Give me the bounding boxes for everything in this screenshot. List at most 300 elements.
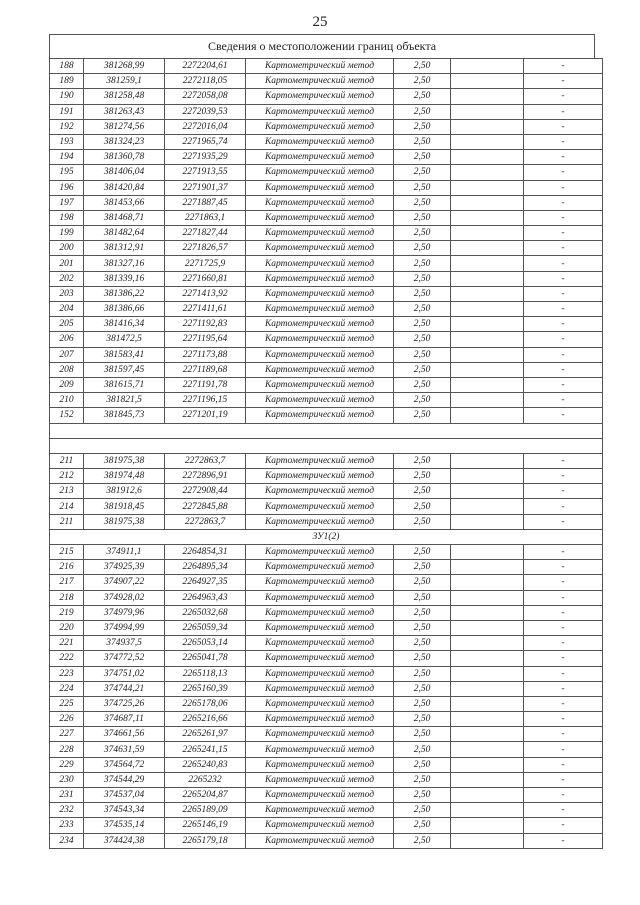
empty-cell <box>451 89 524 104</box>
y-coordinate-cell: 2264895,34 <box>165 560 246 575</box>
x-coordinate-cell: 381327,16 <box>84 256 165 271</box>
point-number-cell: 200 <box>50 241 84 256</box>
section-heading: ЗУ1(2) <box>50 529 603 544</box>
method-cell: Картометрический метод <box>246 575 394 590</box>
table-row <box>50 818 603 833</box>
point-number-cell: 213 <box>50 484 84 499</box>
empty-cell <box>451 788 524 803</box>
point-number-cell: 194 <box>50 150 84 165</box>
x-coordinate-cell: 381259,1 <box>84 74 165 89</box>
point-number-cell: 209 <box>50 377 84 392</box>
description-cell: - <box>524 89 603 104</box>
point-number-cell: 210 <box>50 393 84 408</box>
method-cell: Картометрический метод <box>246 165 394 180</box>
method-cell: Картометрический метод <box>246 818 394 833</box>
description-cell: - <box>524 362 603 377</box>
method-cell: Картометрический метод <box>246 681 394 696</box>
empty-cell <box>451 453 524 468</box>
x-coordinate-cell: 381263,43 <box>84 104 165 119</box>
boundary-sheet <box>49 34 595 849</box>
x-coordinate-cell: 381324,23 <box>84 134 165 149</box>
description-cell: - <box>524 469 603 484</box>
description-cell: - <box>524 681 603 696</box>
method-cell: Картометрический метод <box>246 833 394 848</box>
method-cell: Картометрический метод <box>246 469 394 484</box>
accuracy-cell: 2,50 <box>394 575 451 590</box>
description-cell: - <box>524 195 603 210</box>
table-row <box>50 696 603 711</box>
accuracy-cell: 2,50 <box>394 362 451 377</box>
point-number-cell: 211 <box>50 514 84 529</box>
x-coordinate-cell: 381482,64 <box>84 226 165 241</box>
y-coordinate-cell: 2272896,91 <box>165 469 246 484</box>
empty-cell <box>451 772 524 787</box>
y-coordinate-cell: 2272039,53 <box>165 104 246 119</box>
x-coordinate-cell: 381386,66 <box>84 302 165 317</box>
method-cell: Картометрический метод <box>246 332 394 347</box>
description-cell: - <box>524 803 603 818</box>
accuracy-cell: 2,50 <box>394 560 451 575</box>
description-cell: - <box>524 332 603 347</box>
accuracy-cell: 2,50 <box>394 499 451 514</box>
table-row <box>50 757 603 772</box>
y-coordinate-cell: 2271196,15 <box>165 393 246 408</box>
table-row <box>50 833 603 848</box>
method-cell: Картометрический метод <box>246 742 394 757</box>
x-coordinate-cell: 381918,45 <box>84 499 165 514</box>
empty-cell <box>451 560 524 575</box>
y-coordinate-cell: 2265041,78 <box>165 651 246 666</box>
empty-cell <box>451 681 524 696</box>
point-number-cell: 195 <box>50 165 84 180</box>
x-coordinate-cell: 381615,71 <box>84 377 165 392</box>
accuracy-cell: 2,50 <box>394 484 451 499</box>
accuracy-cell: 2,50 <box>394 377 451 392</box>
y-coordinate-cell: 2265232 <box>165 772 246 787</box>
method-cell: Картометрический метод <box>246 484 394 499</box>
accuracy-cell: 2,50 <box>394 651 451 666</box>
description-cell: - <box>524 727 603 742</box>
accuracy-cell: 2,50 <box>394 727 451 742</box>
x-coordinate-cell: 374631,59 <box>84 742 165 757</box>
point-number-cell: 227 <box>50 727 84 742</box>
empty-cell <box>451 651 524 666</box>
y-coordinate-cell: 2271913,55 <box>165 165 246 180</box>
table-row <box>50 545 603 560</box>
empty-cell <box>451 727 524 742</box>
description-cell: - <box>524 210 603 225</box>
point-number-cell: 188 <box>50 59 84 74</box>
method-cell: Картометрический метод <box>246 59 394 74</box>
point-number-cell: 207 <box>50 347 84 362</box>
accuracy-cell: 2,50 <box>394 605 451 620</box>
point-number-cell: 216 <box>50 560 84 575</box>
blank-row <box>50 423 603 438</box>
y-coordinate-cell: 2271173,88 <box>165 347 246 362</box>
method-cell: Картометрический метод <box>246 210 394 225</box>
description-cell: - <box>524 818 603 833</box>
y-coordinate-cell: 2272863,7 <box>165 453 246 468</box>
method-cell: Картометрический метод <box>246 302 394 317</box>
empty-cell <box>451 499 524 514</box>
accuracy-cell: 2,50 <box>394 180 451 195</box>
table-row <box>50 803 603 818</box>
method-cell: Картометрический метод <box>246 393 394 408</box>
x-coordinate-cell: 381472,5 <box>84 332 165 347</box>
table-title: Сведения о местоположении границ объекта <box>49 34 595 58</box>
x-coordinate-cell: 374424,38 <box>84 833 165 848</box>
point-number-cell: 228 <box>50 742 84 757</box>
accuracy-cell: 2,50 <box>394 514 451 529</box>
accuracy-cell: 2,50 <box>394 134 451 149</box>
point-number-cell: 211 <box>50 453 84 468</box>
table-row <box>50 317 603 332</box>
point-number-cell: 233 <box>50 818 84 833</box>
empty-cell <box>451 195 524 210</box>
table-row <box>50 453 603 468</box>
point-number-cell: 221 <box>50 636 84 651</box>
accuracy-cell: 2,50 <box>394 757 451 772</box>
method-cell: Картометрический метод <box>246 499 394 514</box>
description-cell: - <box>524 104 603 119</box>
point-number-cell: 193 <box>50 134 84 149</box>
point-number-cell: 231 <box>50 788 84 803</box>
x-coordinate-cell: 381274,56 <box>84 119 165 134</box>
point-number-cell: 229 <box>50 757 84 772</box>
method-cell: Картометрический метод <box>246 590 394 605</box>
description-cell: - <box>524 226 603 241</box>
method-cell: Картометрический метод <box>246 134 394 149</box>
point-number-cell: 225 <box>50 696 84 711</box>
description-cell: - <box>524 302 603 317</box>
point-number-cell: 203 <box>50 286 84 301</box>
y-coordinate-cell: 2271965,74 <box>165 134 246 149</box>
description-cell: - <box>524 560 603 575</box>
description-cell: - <box>524 742 603 757</box>
empty-cell <box>451 59 524 74</box>
table-row <box>50 712 603 727</box>
empty-cell <box>451 696 524 711</box>
x-coordinate-cell: 381468,71 <box>84 210 165 225</box>
accuracy-cell: 2,50 <box>394 165 451 180</box>
x-coordinate-cell: 381453,66 <box>84 195 165 210</box>
y-coordinate-cell: 2272845,88 <box>165 499 246 514</box>
point-number-cell: 226 <box>50 712 84 727</box>
description-cell: - <box>524 150 603 165</box>
description-cell: - <box>524 575 603 590</box>
table-row <box>50 560 603 575</box>
y-coordinate-cell: 2271935,29 <box>165 150 246 165</box>
x-coordinate-cell: 381258,48 <box>84 89 165 104</box>
empty-cell <box>451 256 524 271</box>
table-row <box>50 332 603 347</box>
accuracy-cell: 2,50 <box>394 150 451 165</box>
description-cell: - <box>524 833 603 848</box>
table-row <box>50 590 603 605</box>
accuracy-cell: 2,50 <box>394 408 451 423</box>
point-number-cell: 218 <box>50 590 84 605</box>
table-row <box>50 742 603 757</box>
empty-cell <box>451 119 524 134</box>
method-cell: Картометрический метод <box>246 620 394 635</box>
empty-cell <box>451 757 524 772</box>
table-row <box>50 514 603 529</box>
accuracy-cell: 2,50 <box>394 742 451 757</box>
x-coordinate-cell: 374925,39 <box>84 560 165 575</box>
table-row <box>50 195 603 210</box>
empty-cell <box>451 620 524 635</box>
page-number: 25 <box>312 14 328 30</box>
empty-cell <box>451 818 524 833</box>
method-cell: Картометрический метод <box>246 636 394 651</box>
y-coordinate-cell: 2265053,14 <box>165 636 246 651</box>
empty-cell <box>451 377 524 392</box>
description-cell: - <box>524 256 603 271</box>
accuracy-cell: 2,50 <box>394 210 451 225</box>
empty-cell <box>451 605 524 620</box>
point-number-cell: 224 <box>50 681 84 696</box>
method-cell: Картометрический метод <box>246 241 394 256</box>
blank-row <box>50 438 603 453</box>
method-cell: Картометрический метод <box>246 226 394 241</box>
description-cell: - <box>524 666 603 681</box>
empty-cell <box>451 271 524 286</box>
accuracy-cell: 2,50 <box>394 271 451 286</box>
empty-cell <box>451 514 524 529</box>
point-number-cell: 191 <box>50 104 84 119</box>
table-row <box>50 377 603 392</box>
point-number-cell: 196 <box>50 180 84 195</box>
description-cell: - <box>524 484 603 499</box>
x-coordinate-cell: 381268,99 <box>84 59 165 74</box>
point-number-cell: 198 <box>50 210 84 225</box>
y-coordinate-cell: 2265118,13 <box>165 666 246 681</box>
point-number-cell: 214 <box>50 499 84 514</box>
y-coordinate-cell: 2271863,1 <box>165 210 246 225</box>
x-coordinate-cell: 381975,38 <box>84 514 165 529</box>
accuracy-cell: 2,50 <box>394 226 451 241</box>
description-cell: - <box>524 241 603 256</box>
empty-cell <box>451 712 524 727</box>
empty-cell <box>451 347 524 362</box>
description-cell: - <box>524 636 603 651</box>
accuracy-cell: 2,50 <box>394 89 451 104</box>
x-coordinate-cell: 381312,91 <box>84 241 165 256</box>
table-row <box>50 210 603 225</box>
x-coordinate-cell: 374751,02 <box>84 666 165 681</box>
empty-cell <box>451 286 524 301</box>
blank-cell <box>50 423 603 438</box>
y-coordinate-cell: 2272204,61 <box>165 59 246 74</box>
y-coordinate-cell: 2265160,39 <box>165 681 246 696</box>
description-cell: - <box>524 377 603 392</box>
empty-cell <box>451 165 524 180</box>
table-row <box>50 681 603 696</box>
table-row <box>50 620 603 635</box>
point-number-cell: 197 <box>50 195 84 210</box>
point-number-cell: 212 <box>50 469 84 484</box>
accuracy-cell: 2,50 <box>394 241 451 256</box>
y-coordinate-cell: 2265216,66 <box>165 712 246 727</box>
point-number-cell: 201 <box>50 256 84 271</box>
y-coordinate-cell: 2265059,34 <box>165 620 246 635</box>
description-cell: - <box>524 59 603 74</box>
y-coordinate-cell: 2265189,09 <box>165 803 246 818</box>
empty-cell <box>451 104 524 119</box>
empty-cell <box>451 74 524 89</box>
table-row <box>50 727 603 742</box>
point-number-cell: 199 <box>50 226 84 241</box>
method-cell: Картометрический метод <box>246 560 394 575</box>
description-cell: - <box>524 286 603 301</box>
table-row <box>50 772 603 787</box>
accuracy-cell: 2,50 <box>394 803 451 818</box>
accuracy-cell: 2,50 <box>394 104 451 119</box>
table-row <box>50 469 603 484</box>
x-coordinate-cell: 374564,72 <box>84 757 165 772</box>
description-cell: - <box>524 317 603 332</box>
table-row <box>50 347 603 362</box>
accuracy-cell: 2,50 <box>394 788 451 803</box>
x-coordinate-cell: 381974,48 <box>84 469 165 484</box>
empty-cell <box>451 833 524 848</box>
y-coordinate-cell: 2272118,05 <box>165 74 246 89</box>
point-number-cell: 205 <box>50 317 84 332</box>
x-coordinate-cell: 374661,56 <box>84 727 165 742</box>
method-cell: Картометрический метод <box>246 545 394 560</box>
description-cell: - <box>524 408 603 423</box>
description-cell: - <box>524 514 603 529</box>
x-coordinate-cell: 381597,45 <box>84 362 165 377</box>
y-coordinate-cell: 2265241,15 <box>165 742 246 757</box>
method-cell: Картометрический метод <box>246 119 394 134</box>
x-coordinate-cell: 381845,73 <box>84 408 165 423</box>
description-cell: - <box>524 757 603 772</box>
accuracy-cell: 2,50 <box>394 74 451 89</box>
accuracy-cell: 2,50 <box>394 195 451 210</box>
table-row <box>50 134 603 149</box>
x-coordinate-cell: 374937,5 <box>84 636 165 651</box>
y-coordinate-cell: 2271411,61 <box>165 302 246 317</box>
empty-cell <box>451 742 524 757</box>
y-coordinate-cell: 2272058,08 <box>165 89 246 104</box>
x-coordinate-cell: 374535,14 <box>84 818 165 833</box>
accuracy-cell: 2,50 <box>394 818 451 833</box>
table-row <box>50 302 603 317</box>
table-row <box>50 256 603 271</box>
table-row <box>50 271 603 286</box>
empty-cell <box>451 803 524 818</box>
point-number-cell: 217 <box>50 575 84 590</box>
description-cell: - <box>524 499 603 514</box>
description-cell: - <box>524 605 603 620</box>
point-number-cell: 219 <box>50 605 84 620</box>
description-cell: - <box>524 74 603 89</box>
y-coordinate-cell: 2265261,97 <box>165 727 246 742</box>
accuracy-cell: 2,50 <box>394 681 451 696</box>
method-cell: Картометрический метод <box>246 104 394 119</box>
x-coordinate-cell: 374911,1 <box>84 545 165 560</box>
empty-cell <box>451 484 524 499</box>
table-row <box>50 119 603 134</box>
y-coordinate-cell: 2272908,44 <box>165 484 246 499</box>
table-row <box>50 666 603 681</box>
table-row <box>50 393 603 408</box>
y-coordinate-cell: 2271887,45 <box>165 195 246 210</box>
empty-cell <box>451 332 524 347</box>
y-coordinate-cell: 2264927,35 <box>165 575 246 590</box>
point-number-cell: 222 <box>50 651 84 666</box>
x-coordinate-cell: 374928,02 <box>84 590 165 605</box>
method-cell: Картометрический метод <box>246 757 394 772</box>
table-row <box>50 150 603 165</box>
accuracy-cell: 2,50 <box>394 620 451 635</box>
method-cell: Картометрический метод <box>246 605 394 620</box>
description-cell: - <box>524 545 603 560</box>
description-cell: - <box>524 271 603 286</box>
accuracy-cell: 2,50 <box>394 59 451 74</box>
point-number-cell: 223 <box>50 666 84 681</box>
description-cell: - <box>524 134 603 149</box>
accuracy-cell: 2,50 <box>394 302 451 317</box>
empty-cell <box>451 317 524 332</box>
x-coordinate-cell: 374979,96 <box>84 605 165 620</box>
empty-cell <box>451 469 524 484</box>
empty-cell <box>451 575 524 590</box>
x-coordinate-cell: 374994,99 <box>84 620 165 635</box>
empty-cell <box>451 180 524 195</box>
accuracy-cell: 2,50 <box>394 332 451 347</box>
table-row <box>50 104 603 119</box>
table-row <box>50 408 603 423</box>
empty-cell <box>451 666 524 681</box>
x-coordinate-cell: 381821,5 <box>84 393 165 408</box>
point-number-cell: 230 <box>50 772 84 787</box>
accuracy-cell: 2,50 <box>394 317 451 332</box>
accuracy-cell: 2,50 <box>394 696 451 711</box>
method-cell: Картометрический метод <box>246 408 394 423</box>
empty-cell <box>451 636 524 651</box>
method-cell: Картометрический метод <box>246 666 394 681</box>
method-cell: Картометрический метод <box>246 74 394 89</box>
table-row <box>50 286 603 301</box>
table-row <box>50 575 603 590</box>
empty-cell <box>451 226 524 241</box>
method-cell: Картометрический метод <box>246 180 394 195</box>
y-coordinate-cell: 2271660,81 <box>165 271 246 286</box>
table-row <box>50 636 603 651</box>
point-number-cell: 208 <box>50 362 84 377</box>
description-cell: - <box>524 788 603 803</box>
method-cell: Картометрический метод <box>246 712 394 727</box>
y-coordinate-cell: 2264854,31 <box>165 545 246 560</box>
x-coordinate-cell: 381975,38 <box>84 453 165 468</box>
y-coordinate-cell: 2265178,06 <box>165 696 246 711</box>
y-coordinate-cell: 2271195,64 <box>165 332 246 347</box>
x-coordinate-cell: 381912,6 <box>84 484 165 499</box>
y-coordinate-cell: 2265240,83 <box>165 757 246 772</box>
method-cell: Картометрический метод <box>246 453 394 468</box>
coordinates-table <box>49 58 603 849</box>
method-cell: Картометрический метод <box>246 514 394 529</box>
y-coordinate-cell: 2271192,83 <box>165 317 246 332</box>
point-number-cell: 234 <box>50 833 84 848</box>
y-coordinate-cell: 2271901,37 <box>165 180 246 195</box>
point-number-cell: 204 <box>50 302 84 317</box>
accuracy-cell: 2,50 <box>394 712 451 727</box>
accuracy-cell: 2,50 <box>394 666 451 681</box>
y-coordinate-cell: 2271413,92 <box>165 286 246 301</box>
